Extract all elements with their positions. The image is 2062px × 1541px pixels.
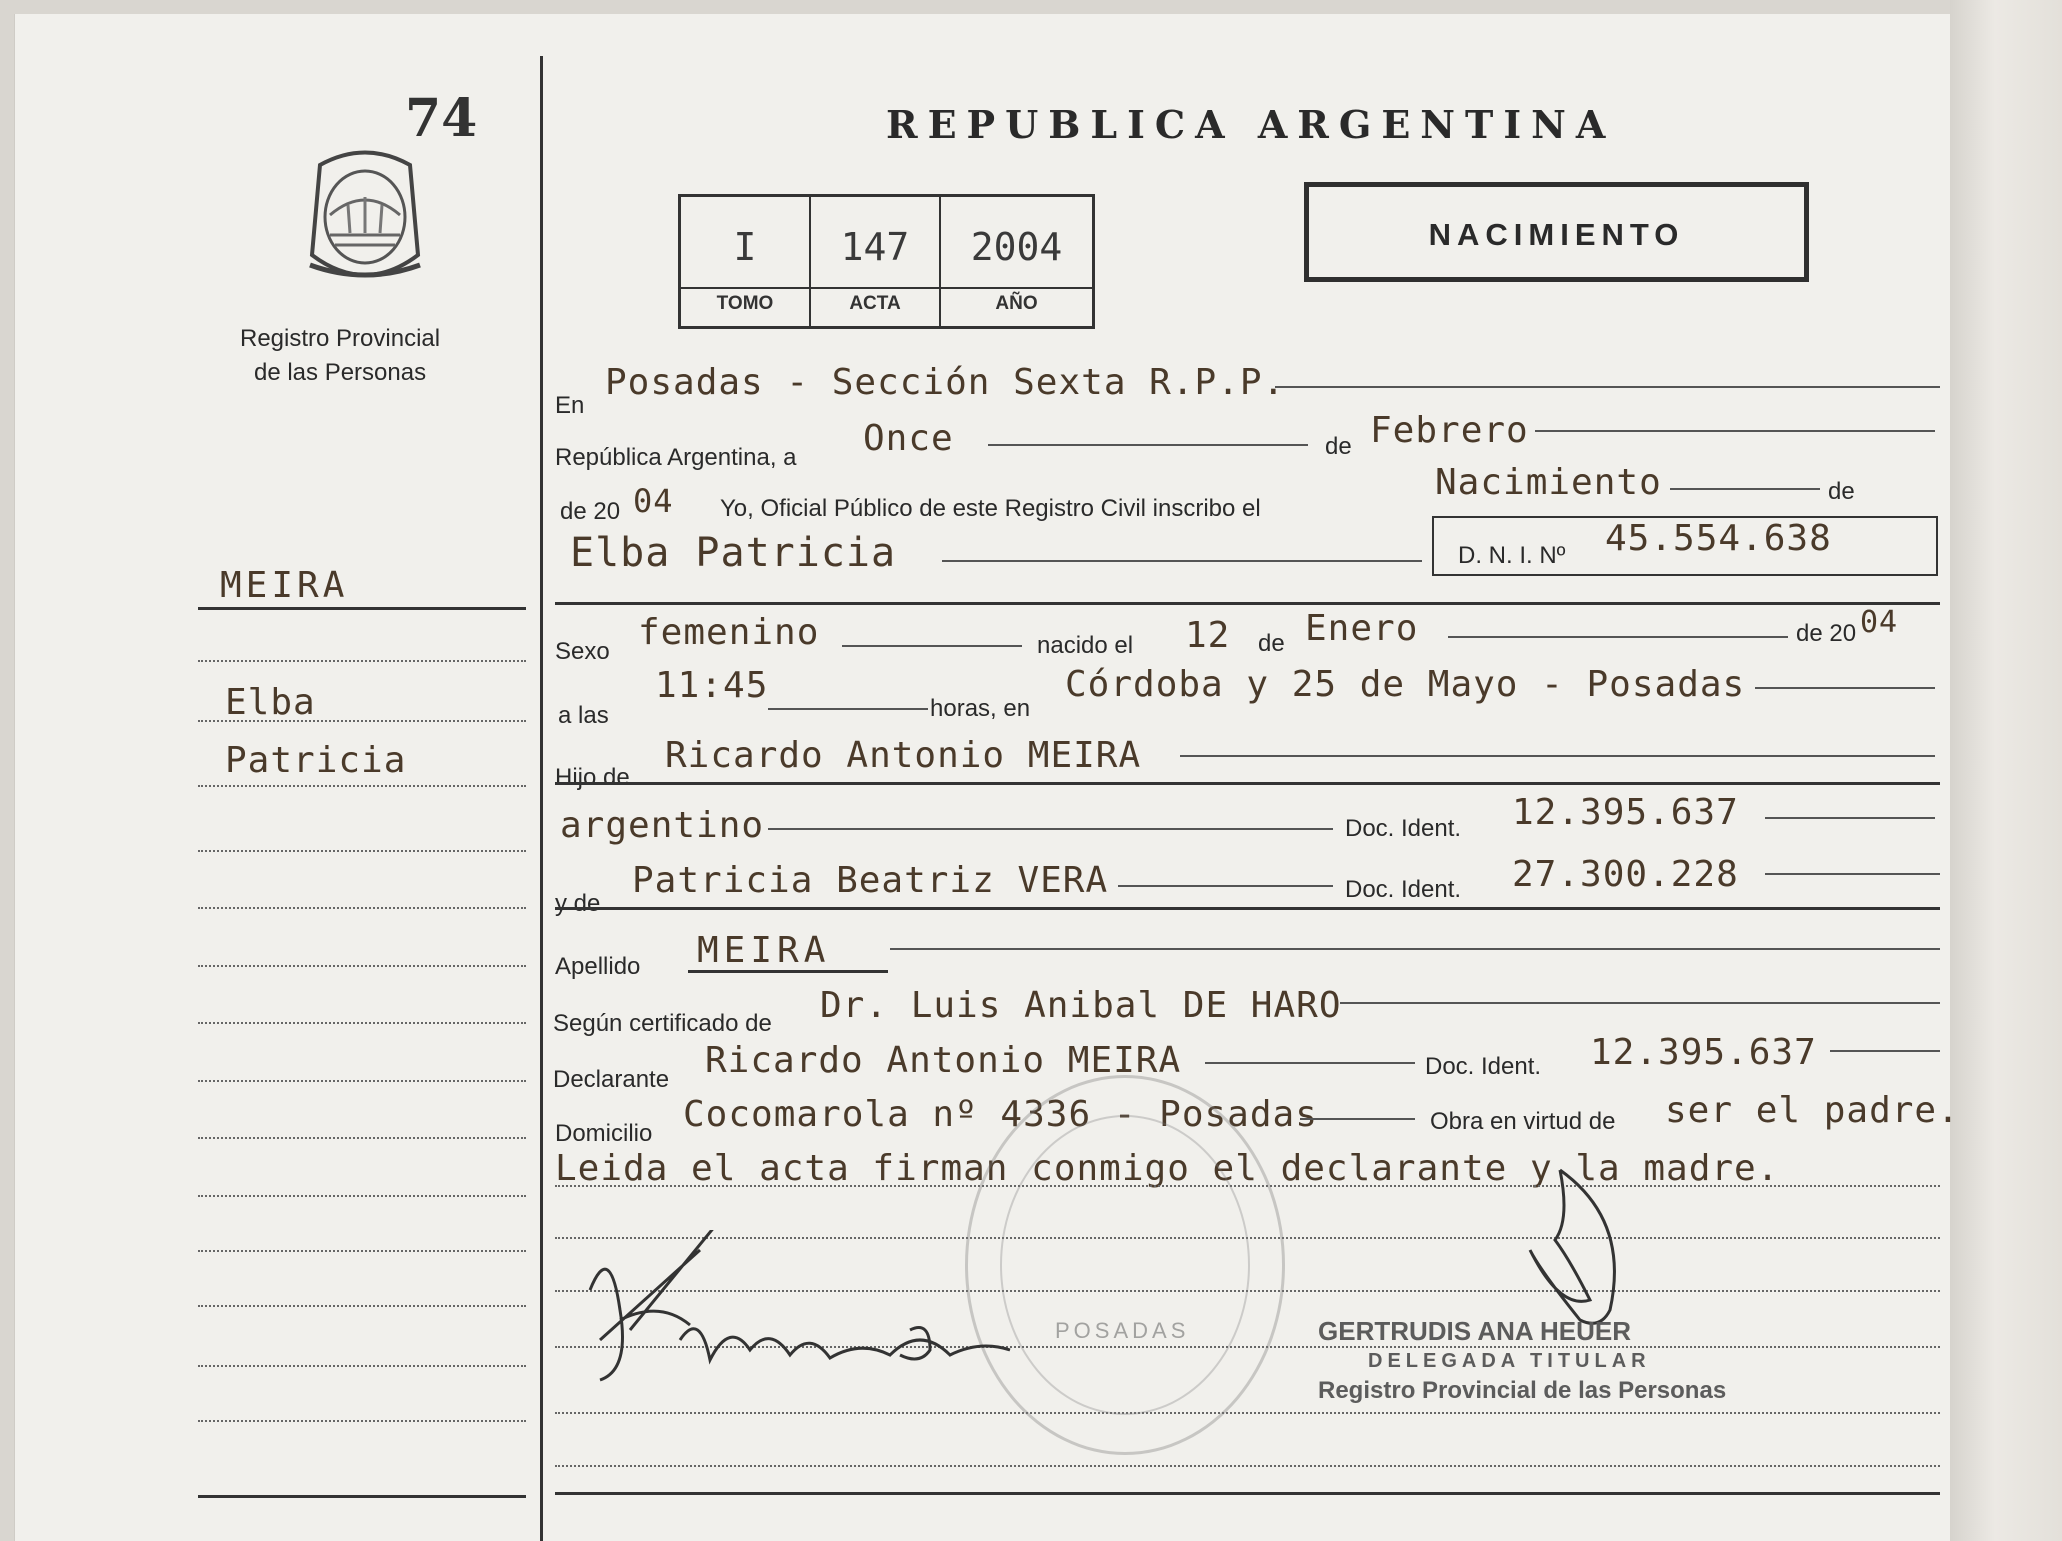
mother-doc-label: Doc. Ident. bbox=[1345, 876, 1462, 903]
record-type-box bbox=[1304, 182, 1809, 282]
birth-place: Córdoba y 25 de Mayo - Posadas bbox=[1065, 664, 1746, 705]
event-value: Nacimiento bbox=[1435, 462, 1662, 503]
margin-dotted-line bbox=[198, 1137, 526, 1139]
officer-org: Registro Provincial de las Personas bbox=[1318, 1377, 1727, 1404]
margin-dotted-line bbox=[198, 965, 526, 967]
section-rule bbox=[555, 907, 1940, 910]
folio-number: 74 bbox=[405, 88, 478, 149]
horas-label: horas, en bbox=[930, 695, 1031, 722]
declarant-name: Ricardo Antonio MEIRA bbox=[705, 1040, 1182, 1081]
margin-dotted-line bbox=[198, 1365, 526, 1367]
registry-name-line-1: Registro Provincial bbox=[240, 325, 441, 352]
fill-line bbox=[942, 560, 1422, 562]
fill-line bbox=[1448, 636, 1788, 638]
fill-line bbox=[1205, 1062, 1415, 1064]
fill-line bbox=[1300, 1118, 1415, 1120]
dni-value: 45.554.638 bbox=[1605, 518, 1832, 559]
inscribo-text: Yo, Oficial Público de este Registro Civil inscribo el bbox=[720, 495, 1261, 522]
registry-name bbox=[240, 322, 440, 390]
fill-line bbox=[768, 708, 928, 710]
de-label-2: de bbox=[1828, 478, 1855, 505]
dni-label: D. N. I. Nº bbox=[1458, 542, 1566, 569]
margin-dotted-line bbox=[198, 660, 526, 662]
fill-line bbox=[890, 948, 1940, 950]
body-dotted-line bbox=[555, 1465, 1940, 1467]
obra-label: Obra en virtud de bbox=[1430, 1108, 1616, 1135]
volume-cell-tomo bbox=[681, 197, 811, 326]
declarant-doc: 12.395.637 bbox=[1590, 1032, 1817, 1073]
volume-separator bbox=[681, 287, 809, 289]
parents-signature-graphic bbox=[570, 1230, 1050, 1390]
domicilio-label: Domicilio bbox=[555, 1120, 653, 1147]
place-value: Posadas - Sección Sexta R.P.P. bbox=[605, 362, 1286, 403]
margin-dotted-line bbox=[198, 1195, 526, 1197]
birth-year-label: de 20 bbox=[1796, 620, 1857, 647]
tomo-label: TOMO bbox=[716, 293, 774, 314]
father-nationality: argentino bbox=[560, 805, 765, 846]
section-rule bbox=[555, 602, 1940, 605]
volume-separator bbox=[941, 287, 1092, 289]
body-dotted-line bbox=[555, 1412, 1940, 1414]
birth-de-label: de bbox=[1258, 630, 1285, 657]
officer-signature-graphic bbox=[1500, 1160, 1650, 1340]
body-bottom-rule bbox=[555, 1492, 1940, 1495]
fill-line bbox=[1830, 1050, 1940, 1052]
obra-value: ser el padre. bbox=[1665, 1090, 1960, 1131]
fill-line bbox=[1765, 817, 1935, 819]
margin-dotted-line bbox=[198, 1305, 526, 1307]
stamp-text: POSADAS bbox=[1055, 1318, 1190, 1343]
fill-line bbox=[842, 645, 1022, 647]
fill-line bbox=[1118, 885, 1333, 887]
fill-line bbox=[1340, 1002, 1940, 1004]
tomo-value: I bbox=[733, 225, 757, 269]
fill-line bbox=[1670, 488, 1820, 490]
de-label: de bbox=[1325, 433, 1352, 460]
margin-given-name-2: Patricia bbox=[225, 740, 407, 781]
fill-line bbox=[768, 828, 1333, 830]
section-rule bbox=[555, 782, 1940, 785]
margin-bottom-rule bbox=[198, 1495, 526, 1498]
margin-divider bbox=[540, 56, 543, 1541]
apellido-label: Apellido bbox=[555, 953, 641, 980]
ano-label: AÑO bbox=[995, 293, 1038, 314]
fill-line bbox=[1535, 430, 1935, 432]
child-name: Elba Patricia bbox=[570, 530, 897, 576]
father-doc-label: Doc. Ident. bbox=[1345, 815, 1462, 842]
de-20-label: de 20 bbox=[560, 498, 621, 525]
father-name: Ricardo Antonio MEIRA bbox=[665, 735, 1142, 776]
day-value: Once bbox=[863, 418, 954, 459]
birth-month: Enero bbox=[1305, 608, 1419, 649]
margin-given-name-1: Elba bbox=[225, 682, 316, 723]
fill-line bbox=[1275, 386, 1940, 388]
declarante-label: Declarante bbox=[553, 1066, 670, 1093]
month-value: Febrero bbox=[1370, 410, 1529, 451]
declarant-doc-label: Doc. Ident. bbox=[1425, 1053, 1542, 1080]
volume-box bbox=[678, 194, 1095, 329]
margin-dotted-line bbox=[198, 720, 526, 722]
sexo-label: Sexo bbox=[555, 638, 610, 665]
margin-dotted-line bbox=[198, 1250, 526, 1252]
margin-dotted-line bbox=[198, 785, 526, 787]
fill-line bbox=[1180, 755, 1935, 757]
birth-year-suffix: 04 bbox=[1860, 605, 1899, 640]
fill-line bbox=[1765, 873, 1940, 875]
a-las-label: a las bbox=[558, 702, 609, 729]
certificado-label: Según certificado de bbox=[553, 1010, 772, 1037]
mother-name: Patricia Beatriz VERA bbox=[632, 860, 1109, 901]
birth-time: 11:45 bbox=[655, 665, 769, 706]
country-title: REPUBLICA ARGENTINA bbox=[886, 102, 1616, 147]
doctor-name: Dr. Luis Anibal DE HARO bbox=[820, 985, 1342, 1026]
record-type-label: NACIMIENTO bbox=[1428, 217, 1685, 252]
fill-line bbox=[988, 444, 1308, 446]
domicilio-value: Cocomarola nº 4336 - Posadas bbox=[683, 1094, 1318, 1135]
officer-name: GERTRUDIS ANA HEUER bbox=[1318, 1316, 1631, 1346]
en-label: En bbox=[555, 392, 585, 419]
mother-doc: 27.300.228 bbox=[1512, 854, 1739, 895]
sexo-value: femenino bbox=[638, 612, 820, 653]
hijo-de-label: Hijo de bbox=[555, 764, 630, 791]
birth-day: 12 bbox=[1185, 615, 1231, 656]
officer-stamp bbox=[1318, 1316, 1726, 1406]
father-doc: 12.395.637 bbox=[1512, 792, 1739, 833]
nacido-label: nacido el bbox=[1037, 632, 1134, 659]
republica-label: República Argentina, a bbox=[555, 444, 797, 471]
apellido-value: MEIRA bbox=[697, 930, 831, 971]
margin-dotted-line bbox=[198, 1420, 526, 1422]
volume-cell-acta bbox=[811, 197, 941, 326]
margin-dotted-line bbox=[198, 850, 526, 852]
apellido-underline bbox=[688, 970, 888, 973]
officer-title: DELEGADA TITULAR bbox=[1368, 1350, 1651, 1372]
y-de-label: y de bbox=[555, 890, 601, 917]
volume-cell-ano bbox=[941, 197, 1092, 326]
acta-value: 147 bbox=[840, 225, 910, 269]
registry-name-line-2: de las Personas bbox=[253, 359, 427, 386]
margin-dotted-line bbox=[198, 1080, 526, 1082]
fill-line bbox=[1755, 687, 1935, 689]
acta-label: ACTA bbox=[849, 293, 901, 314]
year-suffix: 04 bbox=[633, 482, 674, 520]
margin-dotted-line bbox=[198, 907, 526, 909]
misiones-coat-of-arms-icon bbox=[300, 145, 430, 295]
volume-separator bbox=[811, 287, 939, 289]
margin-dotted-line bbox=[198, 1022, 526, 1024]
page-edge bbox=[1950, 0, 2062, 1541]
margin-surname: MEIRA bbox=[220, 565, 349, 606]
closing-text: Leida el acta firman conmigo el declarante y la madre. bbox=[555, 1148, 1780, 1189]
ano-value: 2004 bbox=[970, 225, 1063, 269]
margin-surname-rule bbox=[198, 607, 526, 610]
